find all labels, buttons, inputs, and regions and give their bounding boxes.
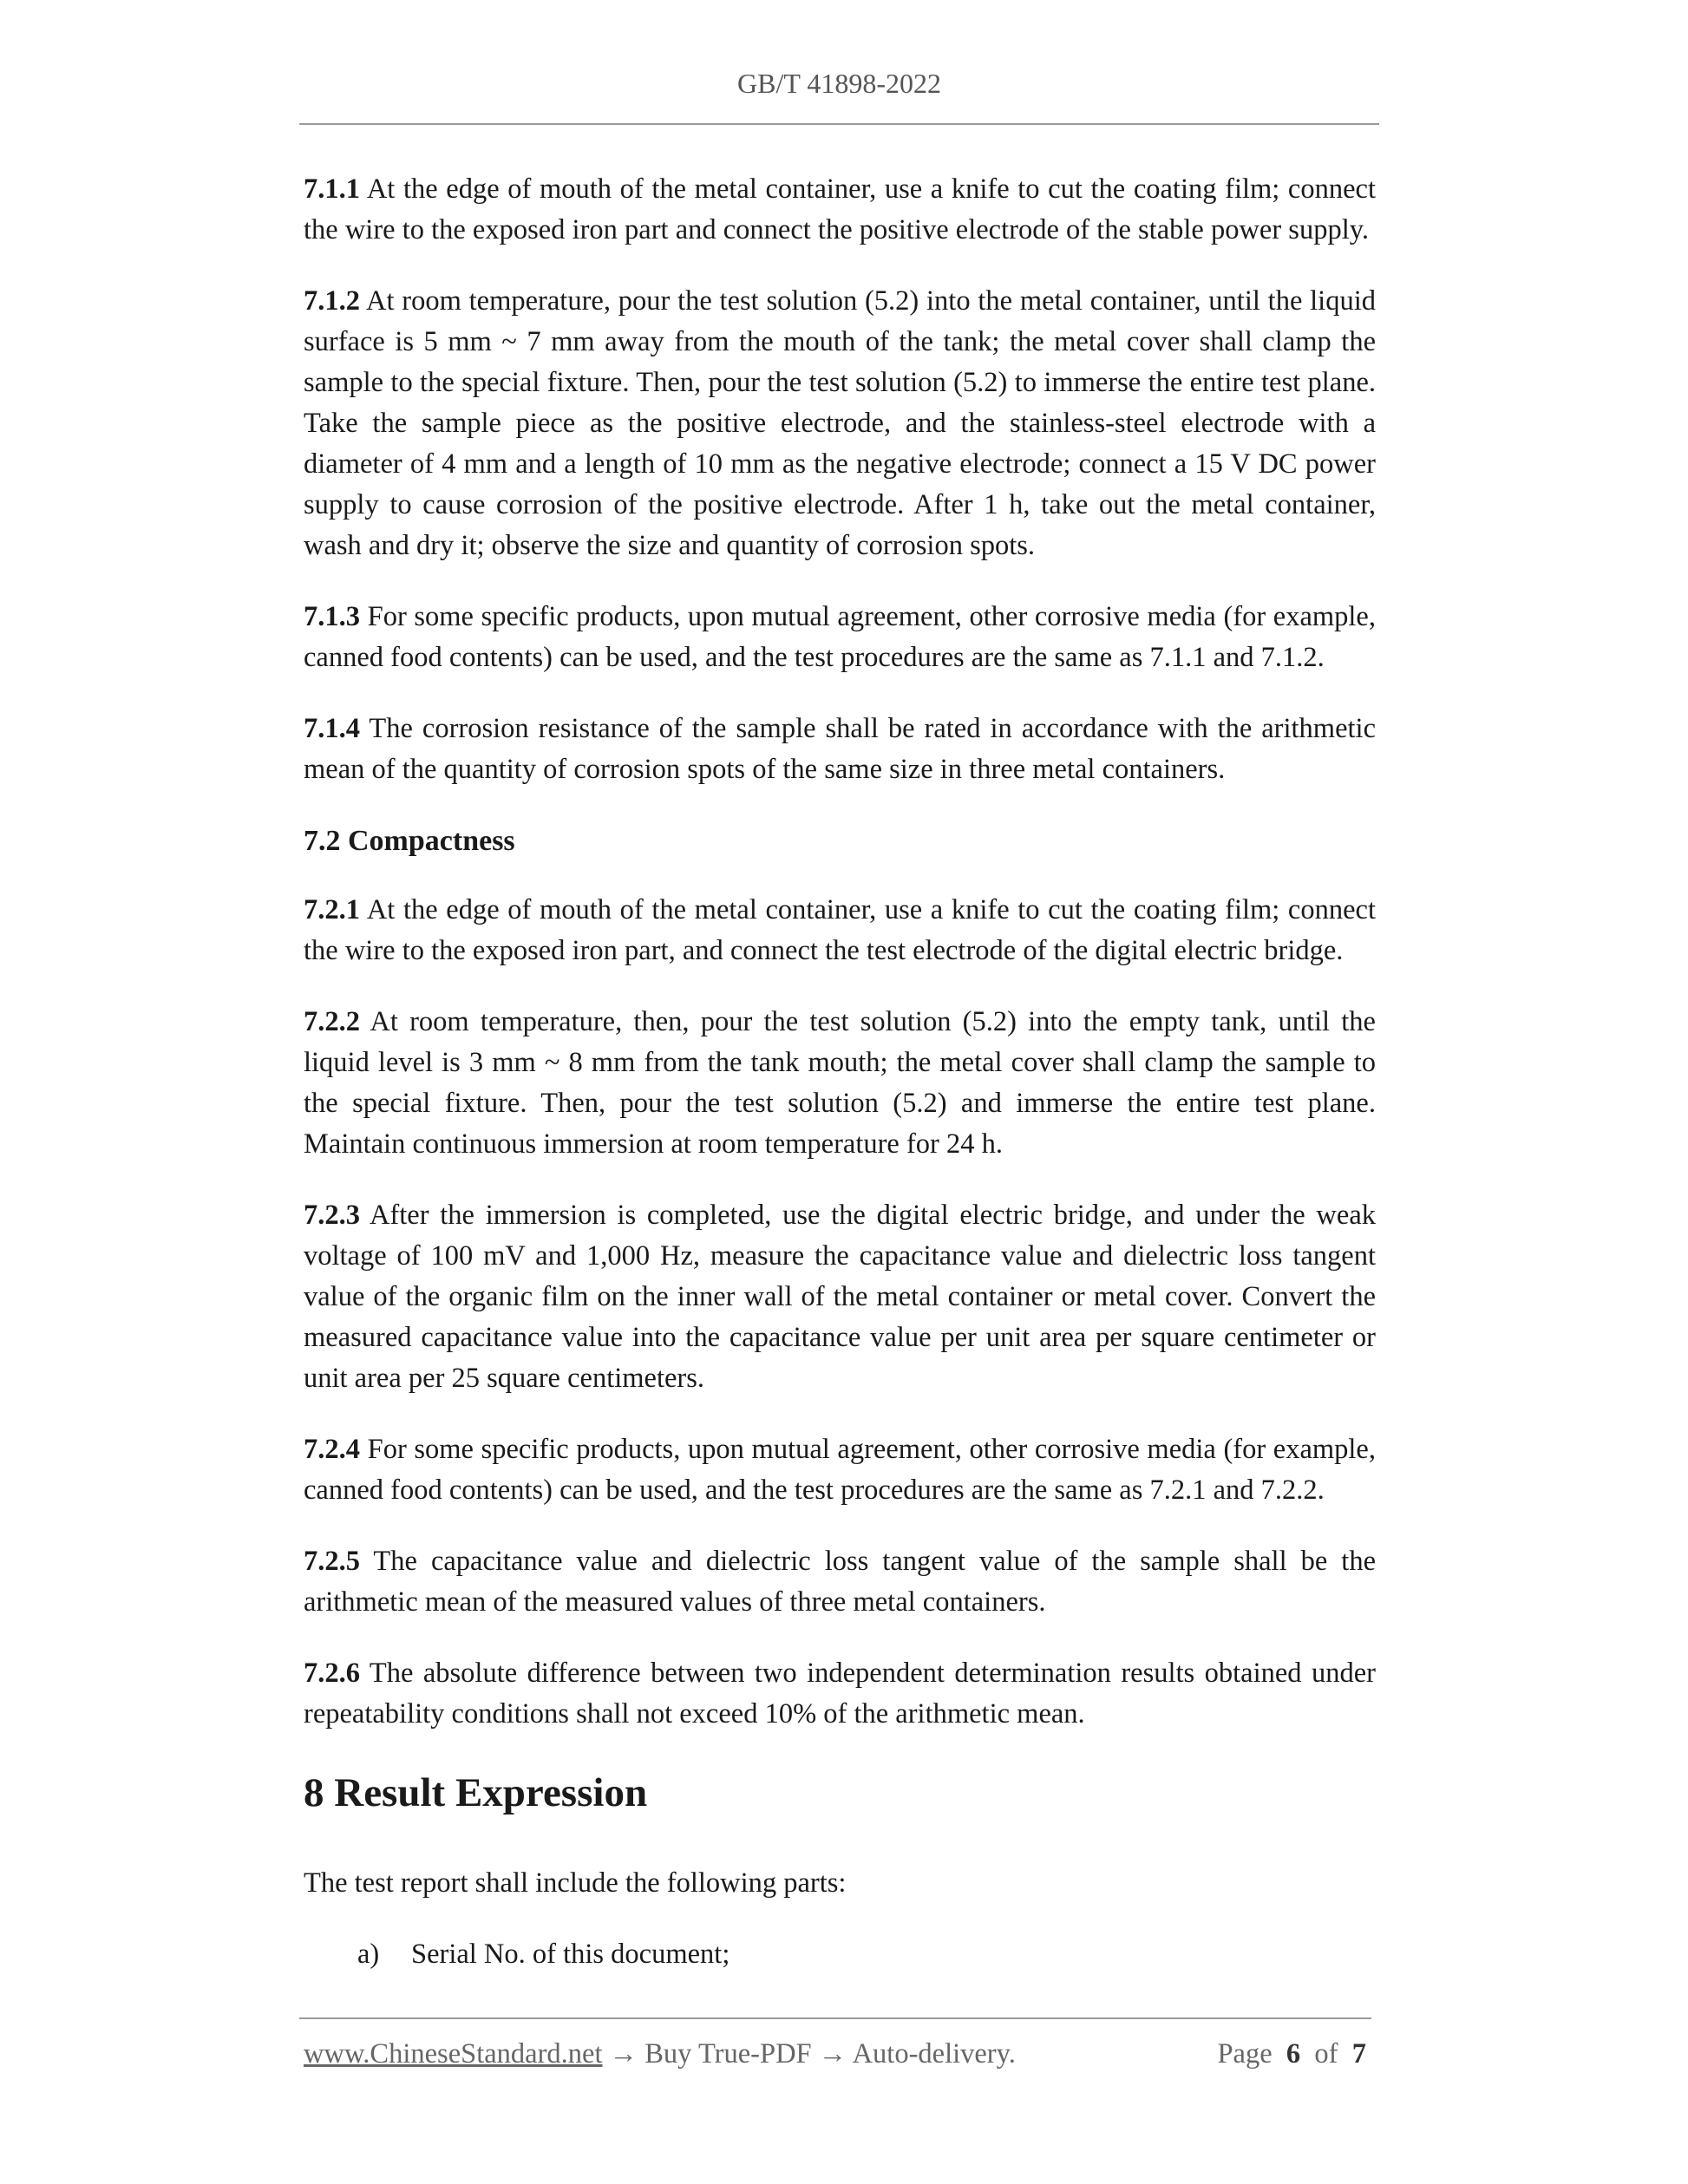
clause-text: The capacitance value and dielectric loss tangent value of the sample shall be the arithmetic mean of the measured values of three metal containers. xyxy=(304,1546,1376,1618)
list-item xyxy=(357,1934,1376,1975)
clause-7-2-1 xyxy=(304,890,1376,971)
section-heading-8: 8 Result Expression xyxy=(304,1770,648,1815)
page-total: 7 xyxy=(1351,2038,1366,2070)
clause-7-1-4 xyxy=(304,709,1376,790)
page-current: 6 xyxy=(1286,2038,1301,2070)
clause-number: 7.2.1 xyxy=(304,894,360,925)
list-item-text: Serial No. of this document; xyxy=(411,1939,730,1970)
clause-text: At room temperature, pour the test solution (5.2) into the metal container, until the liquid surface is 5 mm ~ 7 mm away from the mouth of the tank; the metal cover shall clamp the sample to the special fixture. Then, pour the test solution (5.2) to immerse the entire test plane. Take the sample piece as the positive electrode, and the stainless-steel electrode with a diameter of 4 mm and a length of 10 mm as the negative electrode; connect a 15 V DC power supply to cause corrosion of the positive electrode. After 1 h, take out the metal container, wash and dry it; observe the size and quantity of corrosion spots. xyxy=(304,285,1376,561)
clause-7-2-2 xyxy=(304,1002,1376,1165)
clause-number: 7.2.2 xyxy=(304,1006,360,1037)
footer-divider xyxy=(299,2017,1371,2019)
clause-number: 7.1.3 xyxy=(304,601,360,632)
section-8-intro: The test report shall include the following parts: xyxy=(304,1867,847,1899)
page-header: GB/T 41898-2022 xyxy=(737,68,941,99)
clause-7-2-5 xyxy=(304,1541,1376,1623)
clause-text: After the immersion is completed, use the digital electric bridge, and under the weak voltage of 100 mV and 1,000 Hz, measure the capacitance value and dielectric loss tangent value of the organic film on the inner wall of the metal container or metal cover. Convert the measured capacitance value into the capacitance value per unit area per square centimeter or unit area per 25 square centimeters. xyxy=(304,1200,1376,1394)
clause-7-2-6 xyxy=(304,1653,1376,1735)
clause-text: The absolute difference between two independent determination results obtained under repeatability conditions shall not exceed 10% of the arithmetic mean. xyxy=(304,1658,1376,1730)
clause-number: 7.1.1 xyxy=(304,173,360,205)
footer-tagline: → Buy True-PDF → Auto-delivery. xyxy=(602,2038,1016,2070)
page-footer xyxy=(304,2038,1371,2070)
document-body xyxy=(304,169,1376,1975)
clause-7-2-3 xyxy=(304,1195,1376,1399)
clause-number: 7.1.4 xyxy=(304,713,360,744)
clause-7-2-4 xyxy=(304,1429,1376,1511)
page-label: Page xyxy=(1217,2038,1273,2070)
clause-number: 7.1.2 xyxy=(304,285,360,317)
clause-text: At the edge of mouth of the metal container, use a knife to cut the coating film; connect the wire to the exposed iron part and connect the positive electrode of the stable power supply. xyxy=(304,173,1376,245)
page-of: of xyxy=(1314,2038,1338,2070)
clause-7-1-1 xyxy=(304,169,1376,251)
clause-7-1-3 xyxy=(304,597,1376,678)
clause-text: At room temperature, then, pour the test solution (5.2) into the empty tank, until the liquid level is 3 mm ~ 8 mm from the tank mouth; the metal cover shall clamp the sample to the special fixture. Then, pour the test solution (5.2) and immerse the entire test plane. Maintain continuous immersion at room temperature for 24 h. xyxy=(304,1006,1376,1160)
clause-text: For some specific products, upon mutual agreement, other corrosive media (for example, canned food contents) can be used, and the test procedures are the same as 7.2.1 and 7.2.2. xyxy=(304,1434,1376,1506)
clause-number: 7.2.5 xyxy=(304,1546,360,1577)
clause-number: 7.2.6 xyxy=(304,1658,360,1689)
clause-text: For some specific products, upon mutual agreement, other corrosive media (for example, canned food contents) can be used, and the test procedures are the same as 7.1.1 and 7.1.2. xyxy=(304,601,1376,673)
list-item-label: a) xyxy=(357,1939,380,1970)
section-heading-7-2: 7.2 Compactness xyxy=(304,825,515,857)
clause-number: 7.2.4 xyxy=(304,1434,360,1465)
page-number xyxy=(1217,2038,1366,2070)
clause-text: At the edge of mouth of the metal container, use a knife to cut the coating film; connect the wire to the exposed iron part, and connect the test electrode of the digital electric bridge. xyxy=(304,894,1376,966)
header-divider xyxy=(299,123,1379,125)
clause-7-1-2 xyxy=(304,281,1376,566)
clause-number: 7.2.3 xyxy=(304,1200,360,1231)
clause-text: The corrosion resistance of the sample shall be rated in accordance with the arithmetic mean of the quantity of corrosion spots of the same size in three metal containers. xyxy=(304,713,1376,785)
footer-site-link[interactable]: www.ChineseStandard.net xyxy=(304,2038,603,2070)
